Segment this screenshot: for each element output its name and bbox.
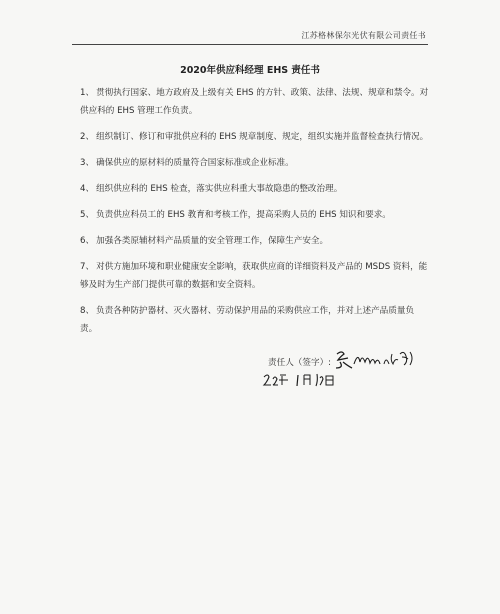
signature-label: 责任人（签字）: — [268, 358, 332, 368]
handwritten-date — [262, 371, 342, 393]
list-item: 7、 对供方施加环境和职业健康安全影响，获取供应商的详细资料及产品的 MSDS 资料，能够及时为生产部门提供可靠的数据和安全资料。 — [80, 262, 428, 290]
list-item: 5、 负责供应科员工的 EHS 教育和考核工作，提高采购人员的 EHS 知识和要求。 — [80, 210, 391, 220]
document-body — [80, 84, 430, 346]
header-rule — [72, 44, 428, 45]
header-company-title: 江苏格林保尔光伏有限公司责任书 — [301, 31, 426, 40]
list-item: 3、 确保供应的原材料的质量符合国家标准或企业标准。 — [80, 158, 294, 168]
list-item: 2、 组织制订、修订和审批供应科的 EHS 规章制度、规定，组织实施并监督检查执行情况。 — [80, 132, 429, 142]
list-item: 8、 负责各种防护器材、灭火器材、劳动保护用品的采购供应工作，并对上述产品质量负责。 — [80, 306, 415, 334]
list-item: 4、 组织供应科的 EHS 检查，落实供应科重大事故隐患的整改治理。 — [80, 184, 343, 194]
list-item: 6、 加强各类原辅材料产品质量的安全管理工作，保障生产安全。 — [80, 236, 329, 246]
handwritten-signature — [334, 348, 414, 370]
list-item: 1、 贯彻执行国家、地方政府及上级有关 EHS 的方针、政策、法律、法规、规章和禁令。对供应科的 EHS 管理工作负责。 — [80, 88, 429, 116]
document-title: 2020年供应科经理 EHS 责任书 — [180, 65, 320, 76]
